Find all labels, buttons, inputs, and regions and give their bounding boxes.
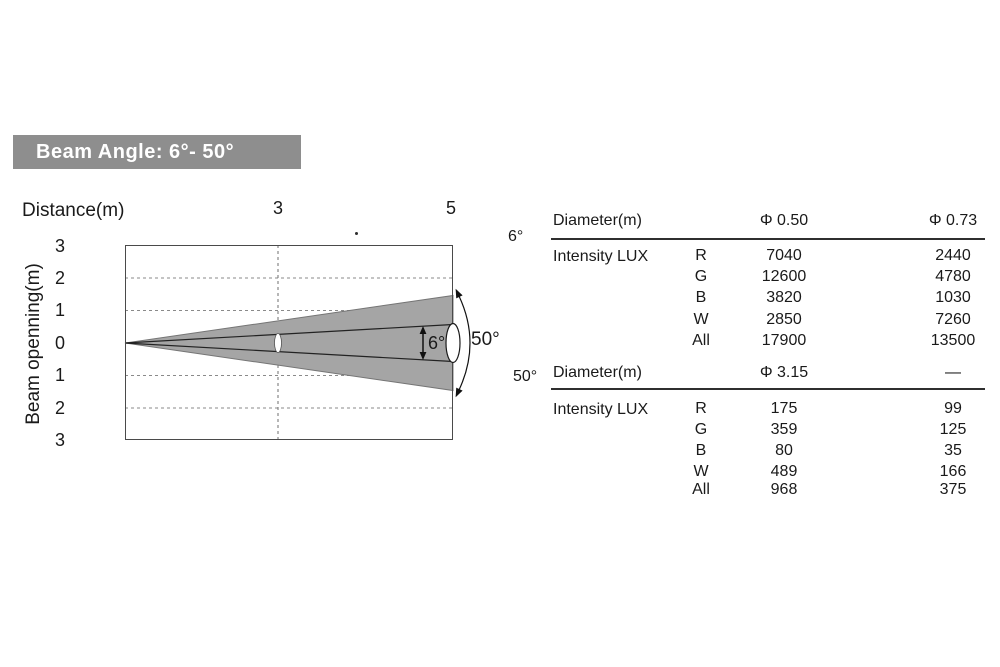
arrowhead-arc-bottom-icon [452, 388, 462, 399]
intensity-value: 7260 [935, 311, 971, 328]
channel-label: R [695, 247, 707, 264]
intensity-value: 489 [770, 463, 798, 480]
y-tick: 2 [54, 268, 65, 288]
beam-spot-5m [446, 324, 460, 363]
outer-angle-arc-arrow [459, 296, 470, 390]
intensity-value: 99 [944, 400, 962, 417]
arrowhead-arc-top-icon [452, 287, 462, 298]
table-rule [551, 238, 985, 240]
channel-label: All [692, 481, 710, 498]
channel-label: G [694, 268, 708, 285]
y-tick: 1 [54, 365, 65, 385]
y-tick: 2 [54, 398, 65, 418]
intensity-value: 359 [770, 421, 798, 438]
channel-label: W [693, 463, 709, 480]
table-rule [551, 388, 985, 390]
x-tick-3: 3 [272, 198, 283, 218]
y-tick: 3 [54, 236, 65, 256]
x-axis-title: Distance(m) [22, 200, 125, 221]
channel-label: B [695, 442, 707, 459]
intensity-value: 166 [939, 463, 967, 480]
channel-label: W [693, 311, 709, 328]
x-tick-5: 5 [445, 198, 456, 218]
beam-angle-header-bar [13, 135, 301, 169]
intensity-value: 968 [770, 481, 798, 498]
inner-angle-label: 6° [428, 333, 446, 353]
diameter-value: Φ 0.73 [928, 212, 978, 229]
intensity-value: 125 [939, 421, 967, 438]
intensity-value: 12600 [761, 268, 807, 285]
page-title: Beam Angle: 6°- 50° [36, 140, 235, 163]
beam-spot-3m [275, 334, 282, 353]
outer-angle-label: 50° [471, 329, 500, 350]
diameter-value: Φ 0.50 [759, 212, 809, 229]
intensity-value: 35 [944, 442, 962, 459]
diameter-value: Φ 3.15 [759, 364, 809, 381]
intensity-value: 375 [939, 481, 967, 498]
outer-cone-shape [125, 296, 453, 391]
dot-mark [355, 232, 358, 235]
intensity-row-label: Intensity LUX [553, 248, 649, 265]
diameter-value: — [945, 364, 961, 381]
intensity-value: 7040 [766, 247, 802, 264]
diameter-row-label: Diameter(m) [553, 212, 642, 229]
channel-label: R [695, 400, 707, 417]
section-angle-label: 6° [508, 228, 524, 245]
intensity-value: 1030 [935, 289, 971, 306]
intensity-value: 4780 [935, 268, 971, 285]
intensity-value: 2850 [766, 311, 802, 328]
y-axis-title: Beam openning(m) [23, 263, 44, 425]
section-angle-label: 50° [513, 368, 538, 385]
intensity-value: 13500 [930, 332, 976, 349]
intensity-value: 2440 [935, 247, 971, 264]
intensity-value: 17900 [761, 332, 807, 349]
intensity-value: 80 [775, 442, 793, 459]
diameter-row-label: Diameter(m) [553, 364, 642, 381]
intensity-value: 175 [770, 400, 798, 417]
y-tick: 1 [54, 300, 65, 320]
channel-label: G [694, 421, 708, 438]
channel-label: B [695, 289, 707, 306]
channel-label: All [692, 332, 710, 349]
y-tick: 3 [54, 430, 65, 450]
intensity-value: 3820 [766, 289, 802, 306]
y-tick: 0 [54, 333, 65, 353]
intensity-row-label: Intensity LUX [553, 401, 649, 418]
